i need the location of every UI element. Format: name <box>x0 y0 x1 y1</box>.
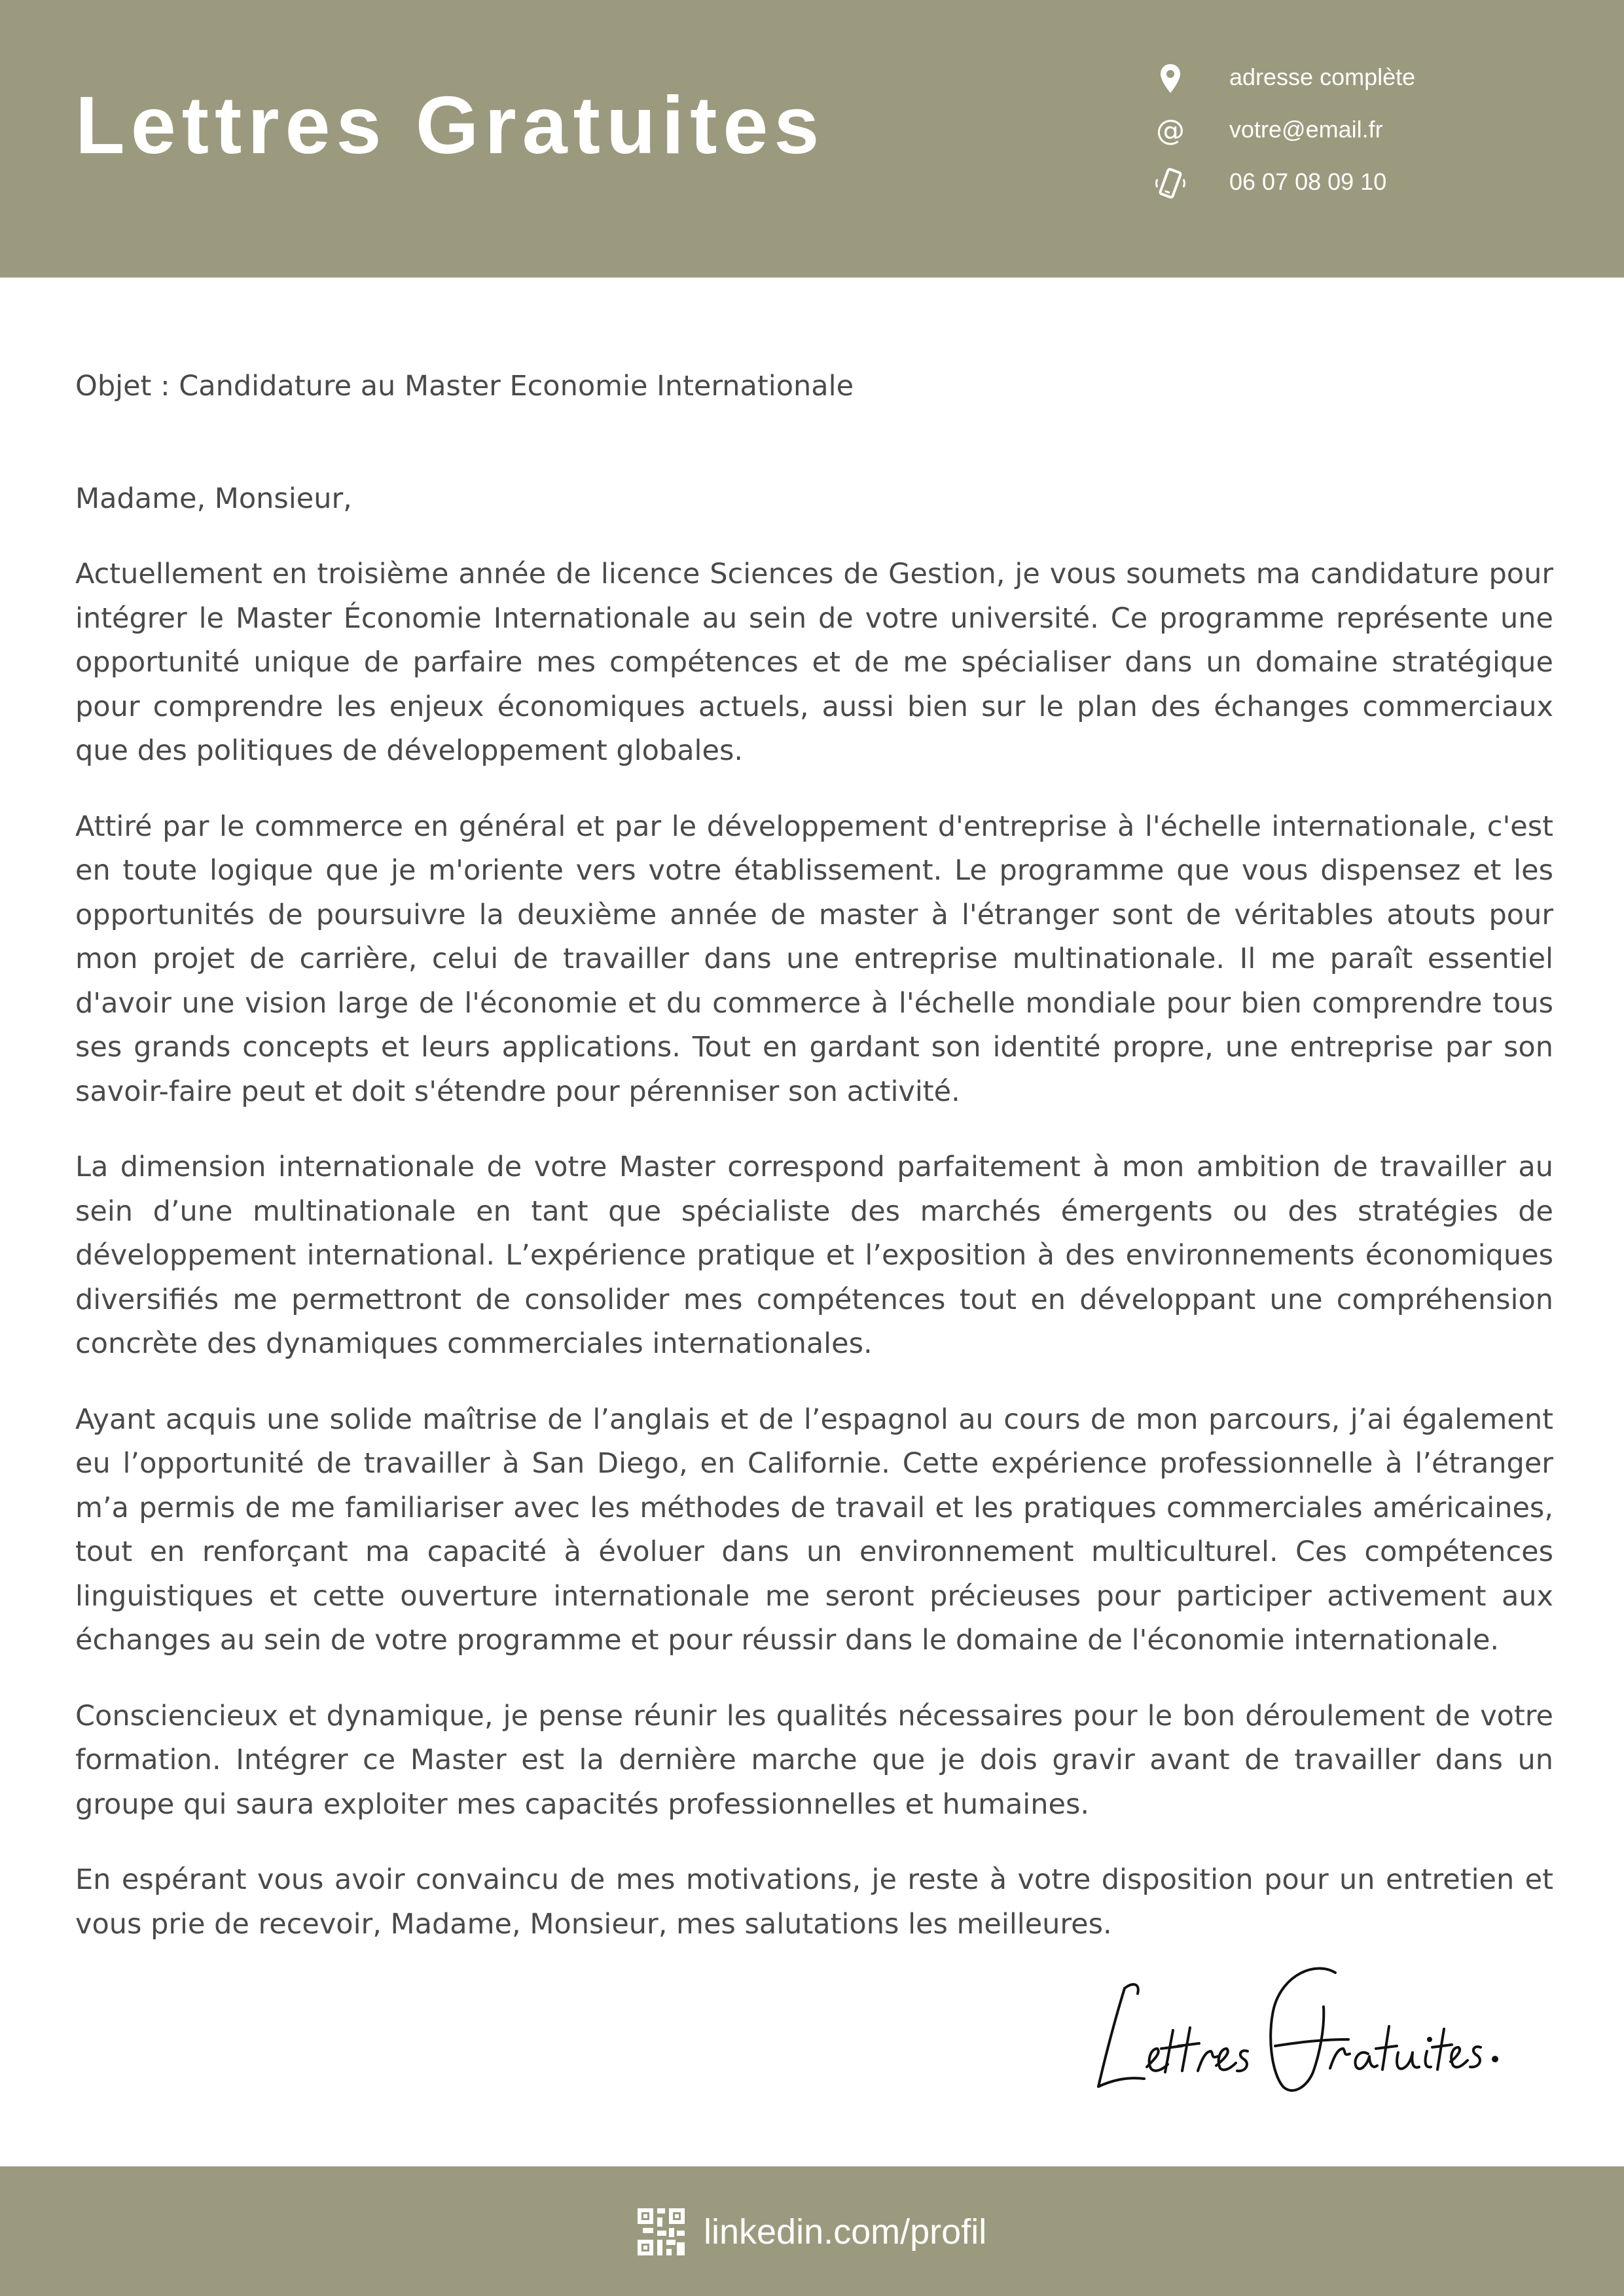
paragraph: Actuellement en troisième année de licence Sciences de Gestion, je vous soumets ma candidature pour intégrer le Master Économie Internationale au sein de votre université. Ce programme représente une opportunité unique de parfaire mes compétences et de me spécialiser dans un domaine stratégique pour comprendre les enjeux économiques actuels, aussi bien sur le plan des échanges commerciaux que des politiques de développement globales. <box>75 558 1553 767</box>
contact-email <box>1152 109 1597 161</box>
subject-line: Objet : Candidature au Master Economie Internationale <box>75 370 854 403</box>
salutation: Madame, Monsieur, <box>75 482 352 515</box>
location-pin-icon <box>1152 60 1189 97</box>
contact-phone <box>1152 161 1597 213</box>
letter-body <box>75 364 1553 1978</box>
paragraph: Ayant acquis une solide maîtrise de l’anglais et de l’espagnol au cours de mon parcours, j’ai également eu l’opportunité de travailler à San Diego, en Californie. Cette expérience professionnelle à l’étranger m’a permis de me familiariser avec les méthodes de travail et les pratiques commerciales américaines, tout en renforçant ma capacité à évoluer dans un environnement multiculturel. Ces compétences linguistiques et cette ouverture internationale me seront précieuses pour participer activement aux échanges au sein de votre programme et pour réussir dans le domaine de l'économie internationale. <box>75 1403 1553 1657</box>
phone-text: 06 07 08 09 10 <box>1229 168 1387 195</box>
email-text[interactable]: votre@email.fr <box>1229 116 1383 143</box>
phone-icon <box>1152 165 1189 202</box>
contact-address <box>1152 56 1597 109</box>
address-text: adresse complète <box>1229 63 1416 90</box>
paragraph: Consciencieux et dynamique, je pense réunir les qualités nécessaires pour le bon déroulement de votre formation. Intégrer ce Master est la dernière marche que je dois gravir avant de travailler dans un groupe qui saura exploiter mes capacités professionnelles et humaines. <box>75 1699 1553 1821</box>
footer-band <box>0 2166 1624 2296</box>
paragraph: La dimension internationale de votre Master correspond parfaitement à mon ambition de travailler au sein d’une multinationale en tant que spécialiste des marchés émergents ou des stratégies de développement international. L’expérience pratique et l’exposition à des environnements économiques diversifiés me permettront de consolider mes compétences tout en développant une compréhension concrète des dynamiques commerciales internationales. <box>75 1151 1553 1360</box>
qr-code-icon <box>638 2208 685 2255</box>
paragraph: Attiré par le commerce en général et par le développement d'entreprise à l'échelle internationale, c'est en toute logique que je m'oriente vers votre établissement. Le programme que vous dispensez et les opportunités de poursuivre la deuxième année de master à l'étranger sont de véritables atouts pour mon projet de carrière, celui de travailler dans une entreprise multinationale. Il me paraît essentiel d'avoir une vision large de l'économie et du commerce à l'échelle mondiale pour bien comprendre tous ses grands concepts et leurs applications. Tout en gardant son identité propre, une entreprise par son savoir-faire peut et doit s'étendre pour pérenniser son activité. <box>75 810 1553 1108</box>
at-sign-icon <box>1152 113 1189 149</box>
linkedin-link[interactable]: linkedin.com/profil <box>704 2212 987 2251</box>
paragraph: En espérant vous avoir convaincu de mes motivations, je reste à votre disposition pour un entretien et vous prie de recevoir, Madame, Monsieur, mes salutations les meilleures. <box>75 1863 1553 1941</box>
svg-text:@: @ <box>1156 114 1185 147</box>
brand-title: Lettres Gratuites <box>75 81 825 171</box>
handwritten-signature <box>1087 1944 1506 2114</box>
contact-block <box>1152 56 1597 213</box>
header-band <box>0 0 1624 278</box>
